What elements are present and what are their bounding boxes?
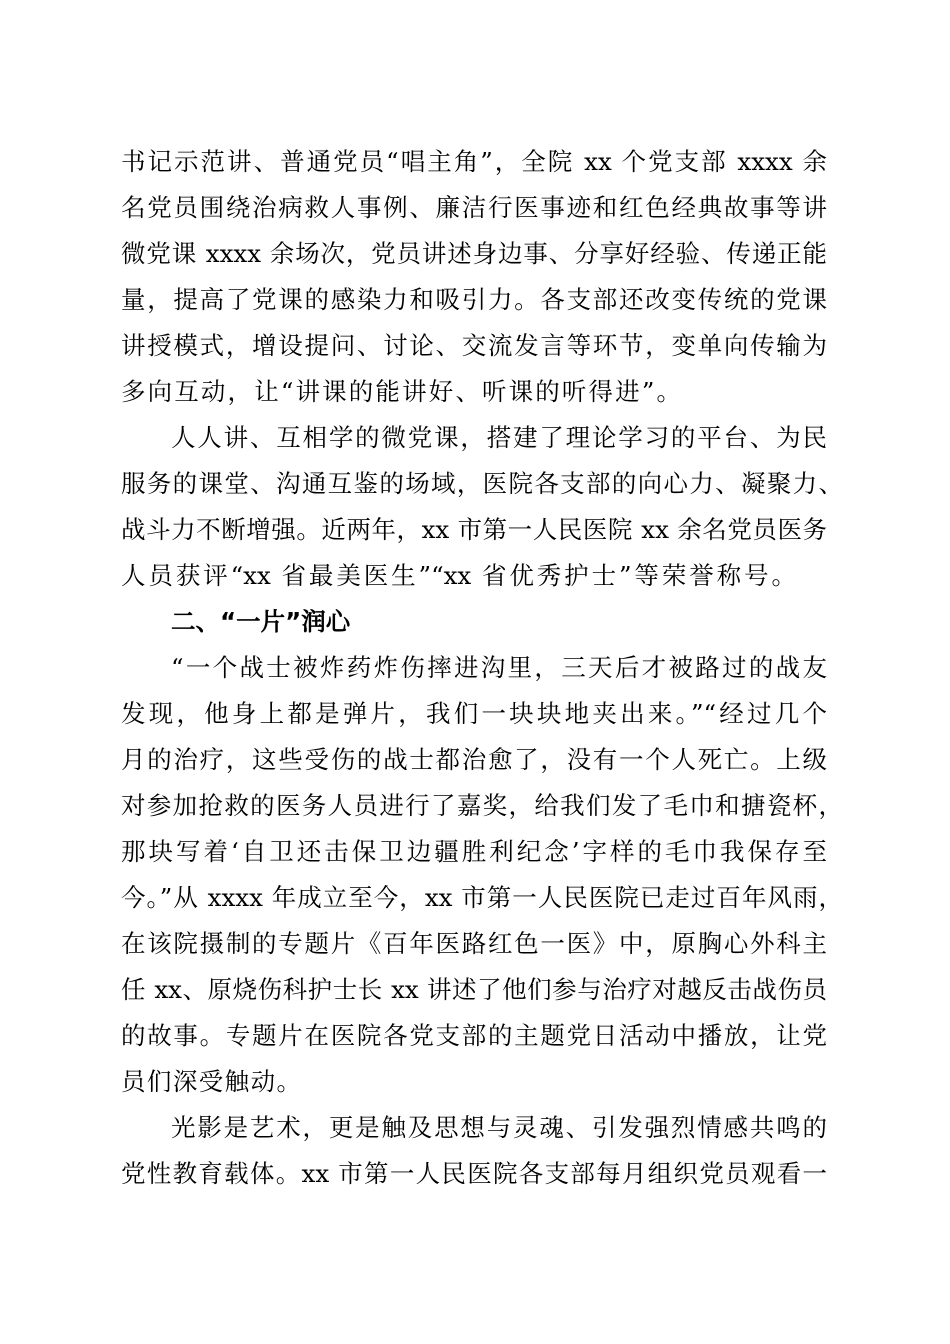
line-text: 书记示范讲、普通党员“唱主角”，全院 xx 个党支部 xxxx 余 bbox=[121, 147, 827, 176]
line-text: 发现，他身上都是弹片，我们一块块地夹出来。”“经过几个 bbox=[121, 699, 827, 728]
body-line bbox=[0, 783, 950, 829]
line-text: 战斗力不断增强。近两年，xx 市第一人民医院 xx 余名党员医务 bbox=[121, 515, 827, 544]
line-text: 党性教育载体。xx 市第一人民医院各支部每月组织党员观看一 bbox=[121, 1159, 827, 1188]
section-heading bbox=[0, 599, 950, 645]
body-line bbox=[0, 1105, 950, 1151]
body-line bbox=[0, 737, 950, 783]
body-line bbox=[0, 691, 950, 737]
body-line bbox=[0, 921, 950, 967]
body-line bbox=[0, 139, 950, 185]
line-text: 微党课 xxxx 余场次，党员讲述身边事、分享好经验、传递正能 bbox=[121, 239, 827, 268]
line-text: 在该院摄制的专题片《百年医路红色一医》中，原胸心外科主 bbox=[121, 929, 827, 958]
body-line bbox=[0, 415, 950, 461]
body-line bbox=[0, 461, 950, 507]
body-line bbox=[0, 507, 950, 553]
body-line bbox=[0, 553, 950, 599]
line-text: 今。”从 xxxx 年成立至今，xx 市第一人民医院已走过百年风雨， bbox=[121, 883, 843, 912]
line-text: 月的治疗，这些受伤的战士都治愈了，没有一个人死亡。上级 bbox=[121, 745, 827, 774]
body-line bbox=[0, 323, 950, 369]
body-line bbox=[0, 185, 950, 231]
body-line bbox=[0, 277, 950, 323]
body-line bbox=[0, 875, 950, 921]
line-text: 名党员围绕治病救人事例、廉洁行医事迹和红色经典故事等讲 bbox=[121, 193, 827, 222]
body-line bbox=[0, 1013, 950, 1059]
line-text: 讲授模式，增设提问、讨论、交流发言等环节，变单向传输为 bbox=[121, 331, 827, 360]
line-text: “一个战士被炸药炸伤摔进沟里，三天后才被路过的战友 bbox=[171, 653, 827, 682]
body-line bbox=[0, 369, 950, 415]
line-text: 服务的课堂、沟通互鉴的场域，医院各支部的向心力、凝聚力、 bbox=[121, 469, 843, 498]
line-text: 员们深受触动。 bbox=[121, 1067, 301, 1096]
body-line bbox=[0, 645, 950, 691]
body-line bbox=[0, 967, 950, 1013]
line-text: 多向互动，让“讲课的能讲好、听课的听得进”。 bbox=[121, 377, 681, 406]
line-text: 人员获评“xx 省最美医生”“xx 省优秀护士”等荣誉称号。 bbox=[121, 561, 796, 590]
line-text: 人人讲、互相学的微党课，搭建了理论学习的平台、为民 bbox=[171, 423, 827, 452]
line-text: 任 xx、原烧伤科护士长 xx 讲述了他们参与治疗对越反击战伤员 bbox=[121, 975, 827, 1004]
heading-text: 二、“一片”润心 bbox=[171, 607, 351, 636]
line-text: 对参加抢救的医务人员进行了嘉奖，给我们发了毛巾和搪瓷杯， bbox=[121, 791, 843, 820]
body-line bbox=[0, 1059, 950, 1105]
body-line bbox=[0, 231, 950, 277]
line-text: 光影是艺术，更是触及思想与灵魂、引发强烈情感共鸣的 bbox=[171, 1113, 827, 1142]
line-text: 的故事。专题片在医院各党支部的主题党日活动中播放，让党 bbox=[121, 1021, 827, 1050]
line-text: 那块写着‘自卫还击保卫边疆胜利纪念’字样的毛巾我保存至 bbox=[121, 837, 827, 866]
body-line bbox=[0, 1151, 950, 1197]
body-line bbox=[0, 829, 950, 875]
line-text: 量，提高了党课的感染力和吸引力。各支部还改变传统的党课 bbox=[121, 285, 827, 314]
